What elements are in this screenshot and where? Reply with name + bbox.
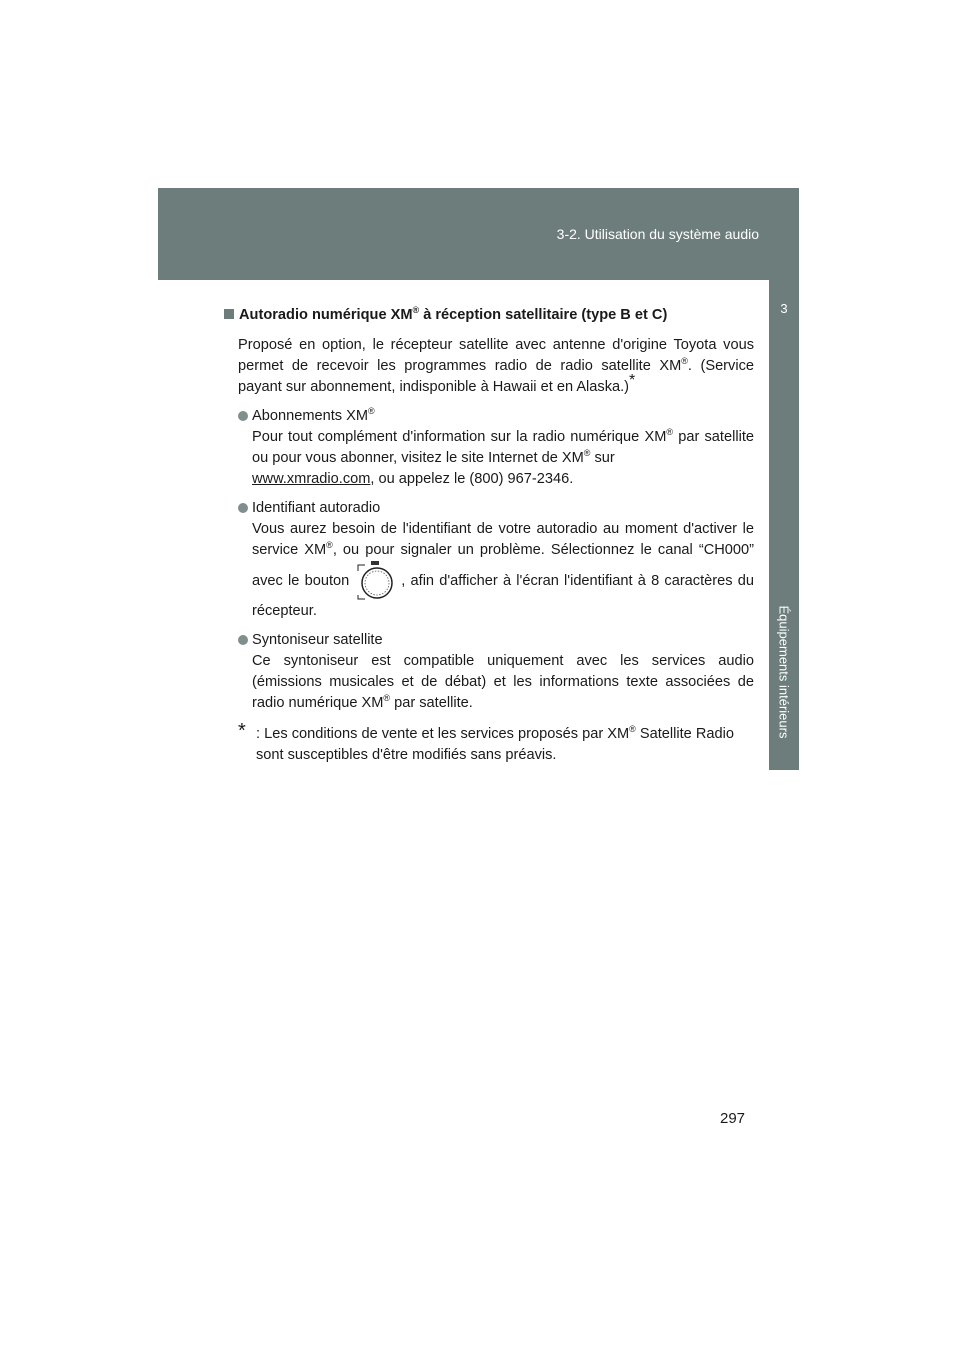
page-content — [224, 305, 754, 766]
bullet-title: Identifiant autoradio — [252, 500, 381, 516]
bullet-title: Syntoniseur satellite — [252, 632, 383, 648]
chapter-label: Équipements intérieurs — [776, 605, 792, 739]
list-item — [238, 630, 754, 714]
square-bullet-icon — [224, 309, 234, 319]
list-item — [238, 498, 754, 622]
bullet-text: Pour tout complément d'information sur la radio numérique XM® par satellite ou pour vous abonner, visitez le site Internet de XM® sur www.xmradio.com, ou appelez le (800) 967-2346. — [252, 427, 754, 487]
page-number: 297 — [720, 1110, 746, 1127]
bullet-dot-icon — [238, 411, 248, 421]
bullet-text: Ce syntoniseur est compatible uniquement avec les services audio (émissions musicales et de débat) et les informations texte associées de radio numérique XM® par satellite. — [252, 653, 754, 711]
header-band — [158, 188, 799, 280]
section-title: 3-2. Utilisation du système audio — [556, 226, 759, 242]
bullet-text: Vous aurez besoin de l'identifiant de votre autoradio au moment d'activer le service XM®, ou pour signaler un problème. Sélectionnez le canal “CH000” avec le bouton , afin d'afficher à l'écran l'identifiant à 8 caractères du récepteur. — [252, 521, 754, 619]
bullet-title: Abonnements XM® — [252, 406, 375, 424]
chapter-number: 3 — [780, 301, 788, 316]
bullet-dot-icon — [238, 635, 248, 645]
intro-paragraph: Proposé en option, le récepteur satellite avec antenne d'origine Toyota vous permet de recevoir les programmes radio de radio satellite XM®. (Service payant sur abonnement, indisponible à Hawaii et en Alaska.)* — [238, 337, 754, 395]
footnote-mark: * — [238, 720, 246, 742]
footnote: * : Les conditions de vente et les services proposés par XM® Satellite Radio sont susceptibles d'être modifiés sans préavis. — [238, 720, 734, 763]
tune-knob-icon — [355, 561, 395, 601]
section-heading: Autoradio numérique XM® à réception satellitaire (type B et C) — [224, 305, 754, 326]
bullet-dot-icon — [238, 503, 248, 513]
xmradio-link[interactable]: www.xmradio.com — [252, 471, 371, 487]
side-tab — [769, 280, 799, 770]
list-item — [238, 406, 754, 490]
